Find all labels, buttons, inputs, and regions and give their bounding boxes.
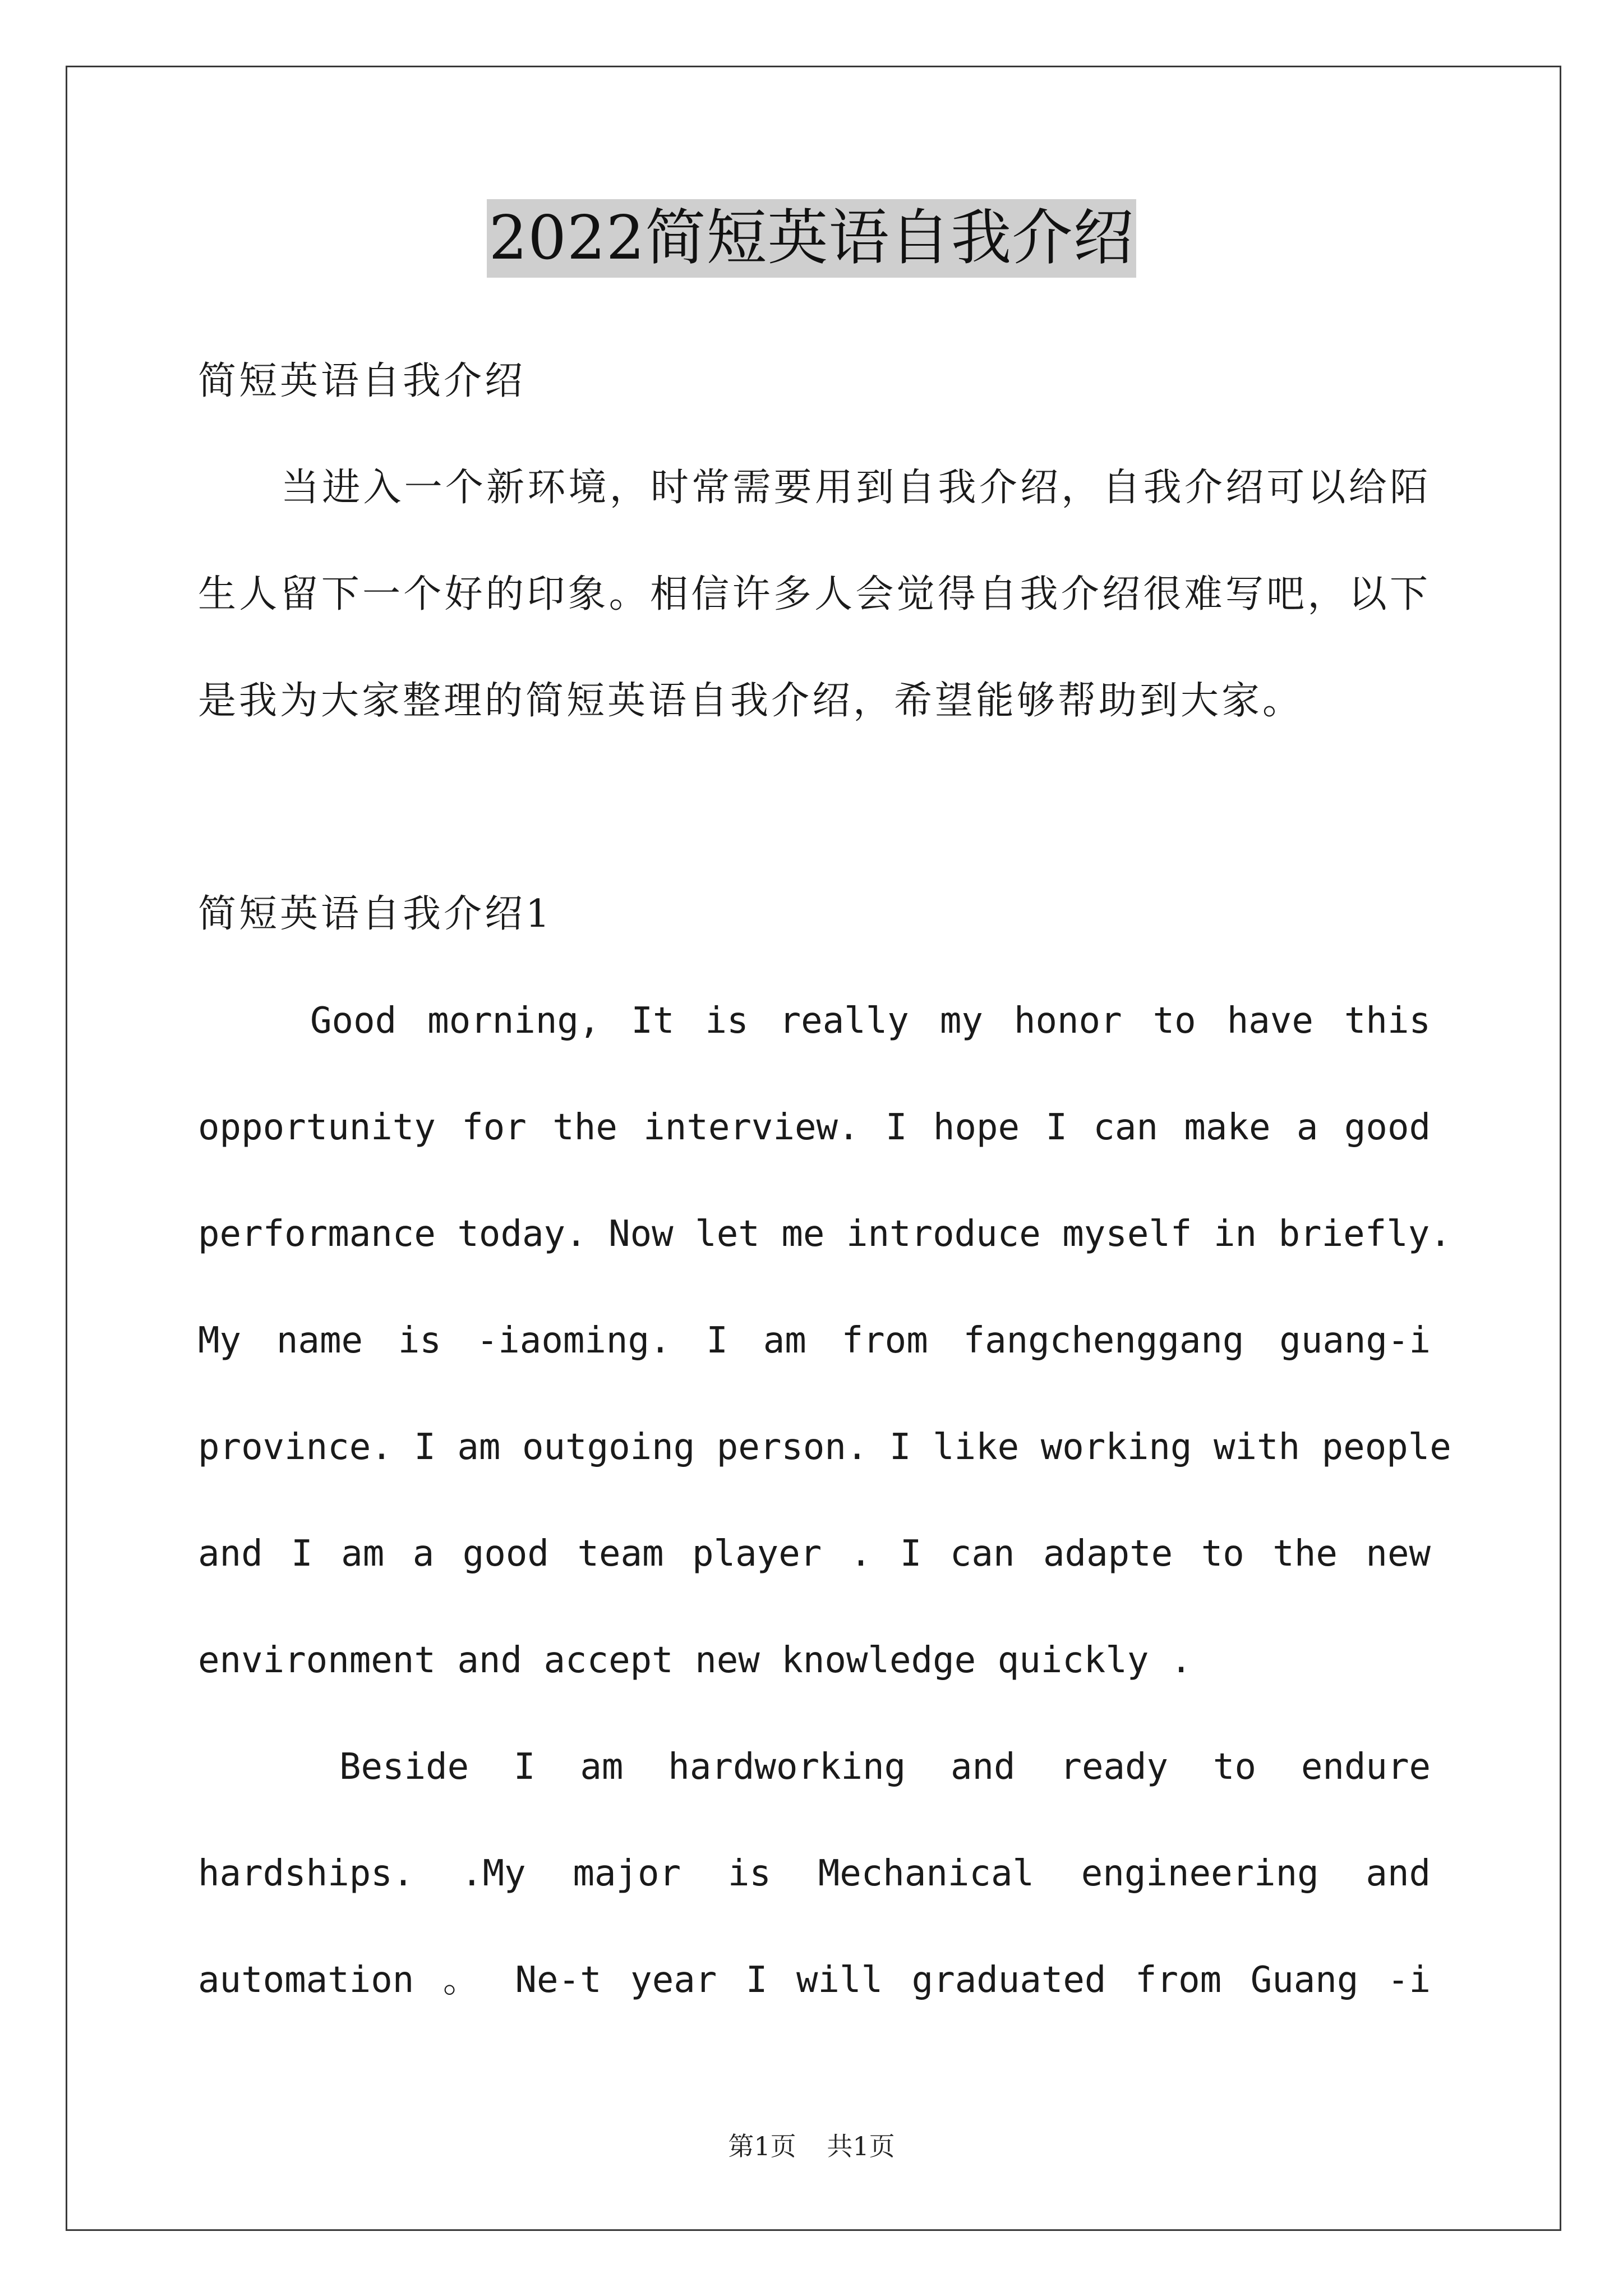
english-paragraph-line: hardships. .My major is Mechanical engineering and	[198, 1853, 1431, 1894]
english-paragraph-line: and I am a good team player . I can adapte to the new	[198, 1533, 1431, 1575]
intro-paragraph-line: 是我为大家整理的简短英语自我介绍，希望能够帮助到大家。	[198, 679, 1304, 723]
english-paragraph-line: Beside I am hardworking and ready to endure	[339, 1746, 1431, 1788]
page-number: 第1页	[728, 2131, 796, 2161]
page-footer	[0, 2126, 1623, 2163]
title-container	[0, 199, 1623, 278]
english-paragraph-line: My name is -iaoming. I am from fangchenggang guang-i	[198, 1320, 1431, 1361]
english-paragraph-line: automation 。 Ne-t year I will graduated from Guang -i	[198, 1959, 1431, 2001]
intro-paragraph-line: 生人留下一个好的印象。相信许多人会觉得自我介绍很难写吧，以下	[198, 572, 1431, 616]
intro-paragraph-line: 当进入一个新环境，时常需要用到自我介绍，自我介绍可以给陌	[281, 466, 1431, 510]
page-total: 共1页	[827, 2131, 895, 2161]
subheading: 简短英语自我介绍1	[198, 892, 553, 936]
english-paragraph-line: environment and accept new knowledge quickly .	[198, 1640, 1192, 1681]
english-paragraph-line: performance today. Now let me introduce myself in briefly.	[198, 1213, 1451, 1255]
english-paragraph-line: Good morning, It is really my honor to have this	[310, 1000, 1431, 1042]
document-title: 2022简短英语自我介绍	[487, 199, 1137, 278]
section-heading: 简短英语自我介绍	[198, 359, 526, 403]
english-paragraph-line: province. I am outgoing person. I like working with people	[198, 1427, 1451, 1468]
english-paragraph-line: opportunity for the interview. I hope I can make a good	[198, 1107, 1431, 1148]
